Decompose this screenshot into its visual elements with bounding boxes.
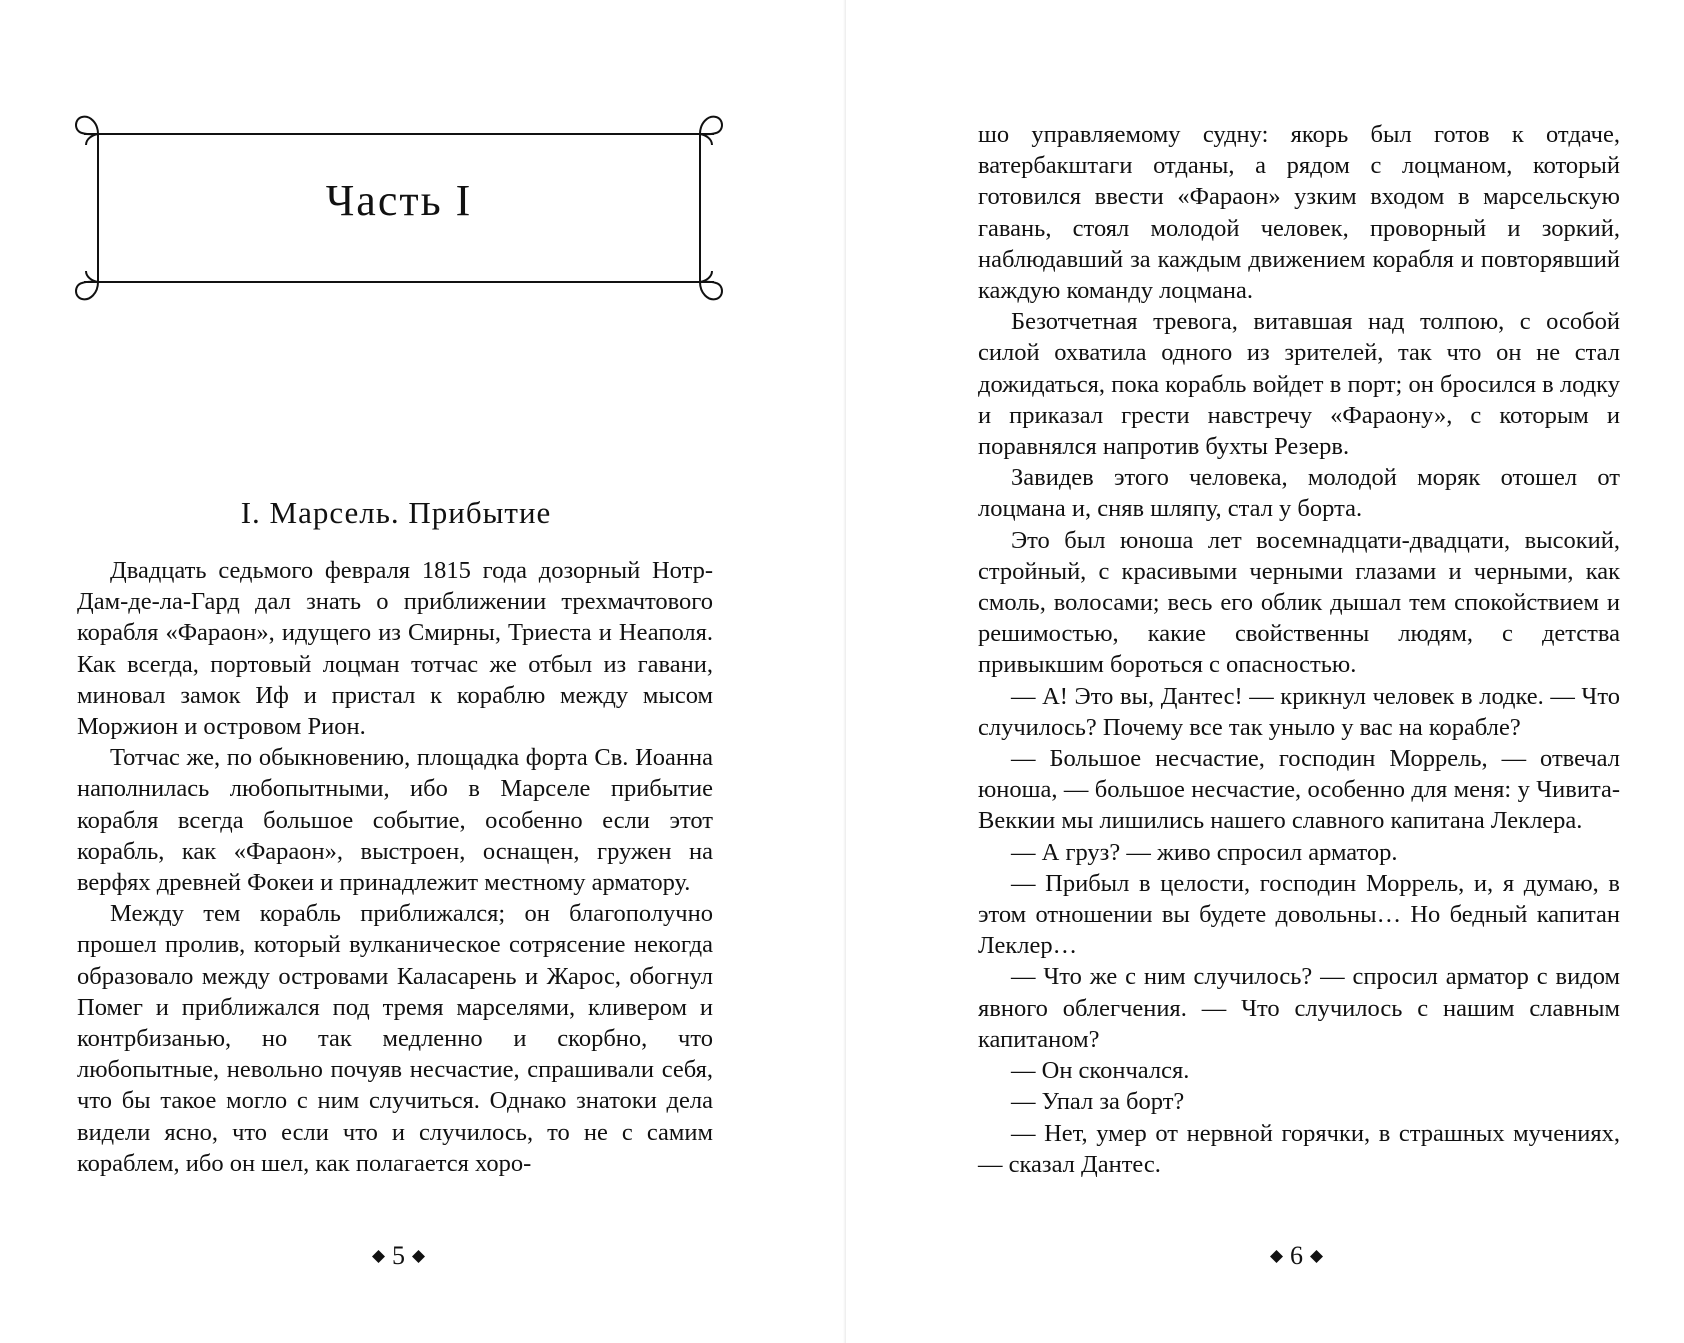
diamond-ornament-icon <box>412 1250 425 1263</box>
paragraph: шо управляемому судну: якорь был готов к отдаче, ватербакштаги отданы, а рядом с лоцманом, который готовился ввести «Фараон» узким входом в марсельскую гавань, стоял молодой человек, проворный и зоркий, наблюдавший за каждым движением корабля и повторявший каждую команду лоцмана. <box>978 121 1620 305</box>
dialogue-line: — Он скончался. <box>1011 1057 1190 1085</box>
left-page-text <box>77 555 713 1179</box>
right-page <box>846 0 1684 1343</box>
dialogue-line: — Большое несчастие, господин Моррель, — отвечал юноша, — большое несчастие, особенно для меня: у Чивита-Веккии мы лишились нашего славного капитана Леклера. <box>978 745 1620 835</box>
paragraph: Между тем корабль приближался; он благополучно прошел пролив, который вулканическое сотрясение некогда образовало между островами Каласарень и Жарос, обогнул Помег и приближался под тремя марселями, кливером и контрбизанью, но так медленно и скорбно, что любопытные, невольно почуяв несчастие, спрашивали себя, что бы такое могло с ним случиться. Однако знатоки дела видели ясно, что если что и случилось, то не с самим кораблем, ибо он шел, как полагается хоро- <box>77 900 713 1177</box>
paragraph: Завидев этого человека, молодой моряк отошел от лоцмана и, сняв шляпу, стал у борта. <box>978 464 1620 523</box>
page-number: 5 <box>392 1241 405 1270</box>
diamond-ornament-icon <box>1310 1250 1323 1263</box>
chapter-title: I. Марсель. Прибытие <box>240 495 552 530</box>
paragraph: Двадцать седьмого февраля 1815 года дозорный Нотр-Дам-де-ла-Гард дал знать о приближении трехмачтового корабля «Фараон», идущего из Смирны, Триеста и Неаполя. Как всегда, портовый лоцман тотчас же отбыл из гавани, миновал замок Иф и пристал к кораблю между мысом Моржион и островом Рион. <box>77 557 713 741</box>
paragraph: Тотчас же, по обыкновению, площадка форта Св. Иоанна наполнилась любопытными, ибо в Марселе прибытие корабля всегда большое событие, особенно если этот корабль, как «Фараон», выстроен, оснащен, гружен на верфях древней Фокеи и принадлежит местному арматору. <box>77 744 713 897</box>
dialogue-line: — Прибыл в целости, господин Моррель, и, я думаю, в этом отношении вы будете довольны… Но бедный капитан Леклер… <box>978 869 1620 960</box>
dialogue-line: — А! Это вы, Дантес! — крикнул человек в лодке. — Что случилось? Почему все так уныло у вас на корабле? <box>978 682 1620 741</box>
part-title: Часть I <box>325 176 473 225</box>
page-number-right <box>1270 1241 1323 1271</box>
dialogue-line: — Что же с ним случилось? — спросил арматор с видом явного облегчения. — Что случилось с нашим славным капитаном? <box>978 963 1620 1053</box>
diamond-ornament-icon <box>372 1250 385 1263</box>
right-page-text <box>978 119 1620 1180</box>
paragraph: Это был юноша лет восемнадцати-двадцати, высокий, стройный, с красивыми черными глазами и черными, как смоль, волосами; весь его облик дышал тем спокойствием и решимостью, какие свойственны людям, с детства привыкшим бороться с опасностью. <box>978 526 1620 679</box>
diamond-ornament-icon <box>1270 1250 1283 1263</box>
dialogue-line: — Нет, умер от нервной горячки, в страшных мучениях, — сказал Дантес. <box>978 1119 1620 1178</box>
paragraph: Безотчетная тревога, витавшая над толпою, с особой силой охватила одного из зрителей, так что он не стал дожидаться, пока корабль войдет в порт; он бросился в лодку и приказал грести навстречу «Фараону», с которым и поравнялся напротив бухты Резерв. <box>978 308 1620 461</box>
dialogue-line: — А груз? — живо спросил арматор. <box>1011 838 1398 866</box>
page-number-left <box>372 1241 425 1271</box>
dialogue-line: — Упал за борт? <box>1011 1088 1185 1116</box>
page-number: 6 <box>1290 1241 1303 1270</box>
